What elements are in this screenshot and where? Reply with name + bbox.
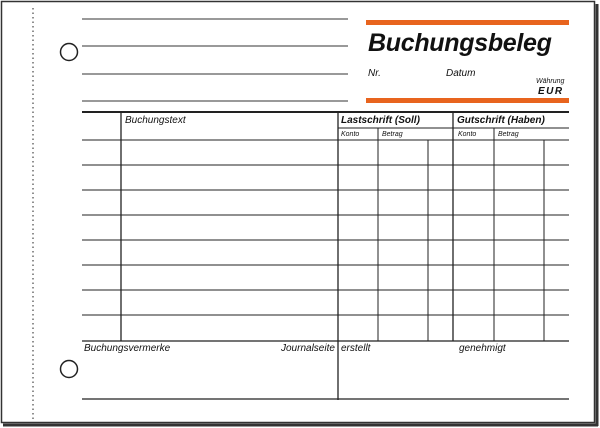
journalseite-label: Journalseite [281, 343, 335, 354]
form-title: Buchungsbeleg [368, 29, 552, 57]
lastschrift-header: Lastschrift (Soll) [341, 115, 420, 126]
punch-hole-top [61, 44, 78, 61]
erstellt-label: erstellt [341, 343, 371, 354]
datum-label: Datum [446, 68, 476, 79]
soll-betrag-header: Betrag [382, 131, 403, 138]
haben-konto-header: Konto [458, 131, 477, 138]
accent-bar-top [366, 20, 569, 25]
genehmigt-label: genehmigt [459, 343, 506, 354]
address-lines [82, 19, 348, 101]
nr-label: Nr. [368, 68, 381, 79]
waehrung-label: Währung [536, 78, 565, 85]
buchungsvermerke-label: Buchungsvermerke [84, 343, 171, 354]
page-frame [2, 2, 595, 423]
accent-bar-bottom [366, 98, 569, 103]
haben-betrag-header: Betrag [498, 131, 519, 138]
soll-konto-header: Konto [341, 131, 360, 138]
gutschrift-header: Gutschrift (Haben) [457, 115, 545, 126]
punch-hole-bottom [61, 361, 78, 378]
booking-table-grid [82, 112, 569, 400]
currency-value: EUR [538, 86, 564, 97]
buchungstext-header: Buchungstext [125, 115, 186, 126]
